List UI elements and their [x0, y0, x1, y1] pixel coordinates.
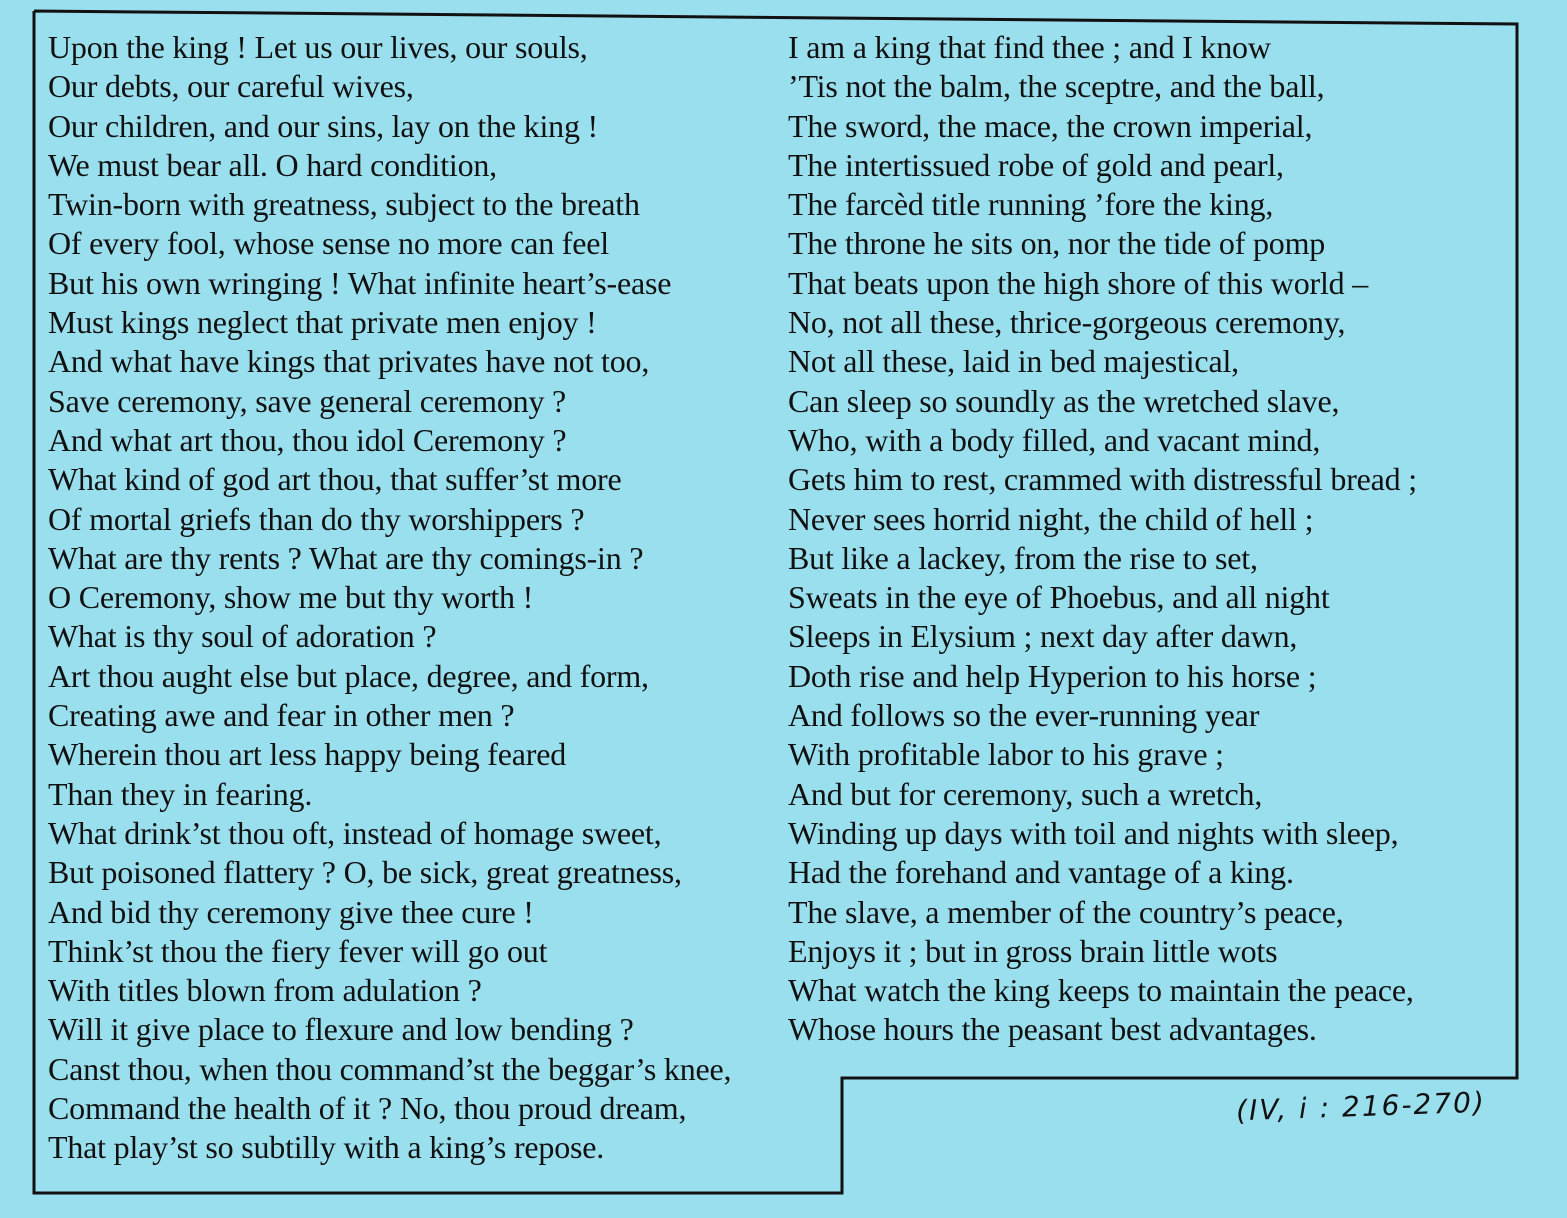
verse-line: But poisoned flattery ? O, be sick, great greatness, — [48, 854, 682, 891]
poem-right-column — [788, 28, 1417, 1050]
verse-line: Canst thou, when thou command’st the beggar’s knee, — [48, 1050, 732, 1087]
verse-line: The throne he sits on, nor the tide of pomp — [788, 225, 1326, 262]
verse-line: Will it give place to flexure and low bending ? — [48, 1011, 634, 1048]
verse-line: What kind of god art thou, that suffer’st more — [48, 461, 622, 498]
verse-line: And what art thou, thou idol Ceremony ? — [48, 421, 567, 458]
verse-line: Must kings neglect that private men enjoy ! — [48, 304, 597, 341]
citation-handwritten: (IV, i : 216-270) — [1235, 1085, 1487, 1128]
verse-line: Save ceremony, save general ceremony ? — [48, 382, 567, 419]
verse-line: Of mortal griefs than do thy worshippers ? — [48, 500, 585, 537]
verse-line: And follows so the ever-running year — [788, 697, 1260, 734]
verse-line: With titles blown from adulation ? — [48, 972, 482, 1009]
verse-line: Art thou aught else but place, degree, and form, — [48, 657, 649, 694]
verse-line: That beats upon the high shore of this world – — [788, 264, 1369, 301]
verse-line: And but for ceremony, such a wretch, — [788, 775, 1263, 812]
verse-line: Sleeps in Elysium ; next day after dawn, — [788, 618, 1298, 655]
verse-line: But like a lackey, from the rise to set, — [788, 539, 1258, 576]
verse-line: Not all these, laid in bed majestical, — [788, 343, 1239, 380]
verse-line: And what have kings that privates have not too, — [48, 343, 650, 380]
verse-line: That play’st so subtilly with a king’s repose. — [48, 1129, 605, 1166]
verse-line: ’Tis not the balm, the sceptre, and the ball, — [788, 68, 1325, 105]
verse-line: Winding up days with toil and nights with sleep, — [788, 814, 1399, 851]
verse-line: Than they in fearing. — [48, 775, 313, 812]
verse-line: The sword, the mace, the crown imperial, — [788, 107, 1313, 144]
verse-line: What are thy rents ? What are thy comings-in ? — [48, 539, 644, 576]
verse-line: With profitable labor to his grave ; — [788, 736, 1224, 773]
verse-line: And bid thy ceremony give thee cure ! — [48, 893, 534, 930]
verse-line: No, not all these, thrice-gorgeous ceremony, — [788, 304, 1346, 341]
verse-line: Our debts, our careful wives, — [48, 68, 414, 105]
verse-line: Enjoys it ; but in gross brain little wots — [788, 932, 1278, 969]
verse-line: The farcèd title running ’fore the king, — [788, 186, 1274, 223]
verse-line: What watch the king keeps to maintain the peace, — [788, 972, 1414, 1009]
poem-left-column — [48, 28, 731, 1168]
verse-line: What drink’st thou oft, instead of homage sweet, — [48, 814, 662, 851]
verse-line: Our children, and our sins, lay on the king ! — [48, 107, 599, 144]
verse-line: Creating awe and fear in other men ? — [48, 697, 515, 734]
verse-line: Whose hours the peasant best advantages. — [788, 1011, 1317, 1048]
verse-line: But his own wringing ! What infinite heart’s-ease — [48, 264, 672, 301]
verse-line: Doth rise and help Hyperion to his horse ; — [788, 657, 1317, 694]
verse-line: Who, with a body filled, and vacant mind, — [788, 421, 1321, 458]
verse-line: Upon the king ! Let us our lives, our souls, — [48, 29, 588, 65]
verse-line: Wherein thou art less happy being feared — [48, 736, 567, 773]
verse-line: Gets him to rest, crammed with distressful bread ; — [788, 461, 1417, 498]
verse-line: We must bear all. O hard condition, — [48, 146, 497, 183]
verse-line: Sweats in the eye of Phoebus, and all night — [788, 579, 1330, 616]
verse-line: Can sleep so soundly as the wretched slave, — [788, 382, 1340, 419]
verse-line: The intertissued robe of gold and pearl, — [788, 146, 1284, 183]
verse-line: Had the forehand and vantage of a king. — [788, 854, 1294, 891]
verse-line: Never sees horrid night, the child of hell ; — [788, 500, 1314, 537]
verse-line: The slave, a member of the country’s peace, — [788, 893, 1344, 930]
verse-line: Twin-born with greatness, subject to the breath — [48, 186, 640, 223]
verse-line: O Ceremony, show me but thy worth ! — [48, 579, 534, 616]
verse-line: Command the health of it ? No, thou proud dream, — [48, 1090, 687, 1127]
verse-line: Of every fool, whose sense no more can feel — [48, 225, 609, 262]
verse-line: Think’st thou the fiery fever will go out — [48, 932, 548, 969]
verse-line: I am a king that find thee ; and I know — [788, 29, 1271, 65]
verse-line: What is thy soul of adoration ? — [48, 618, 437, 655]
